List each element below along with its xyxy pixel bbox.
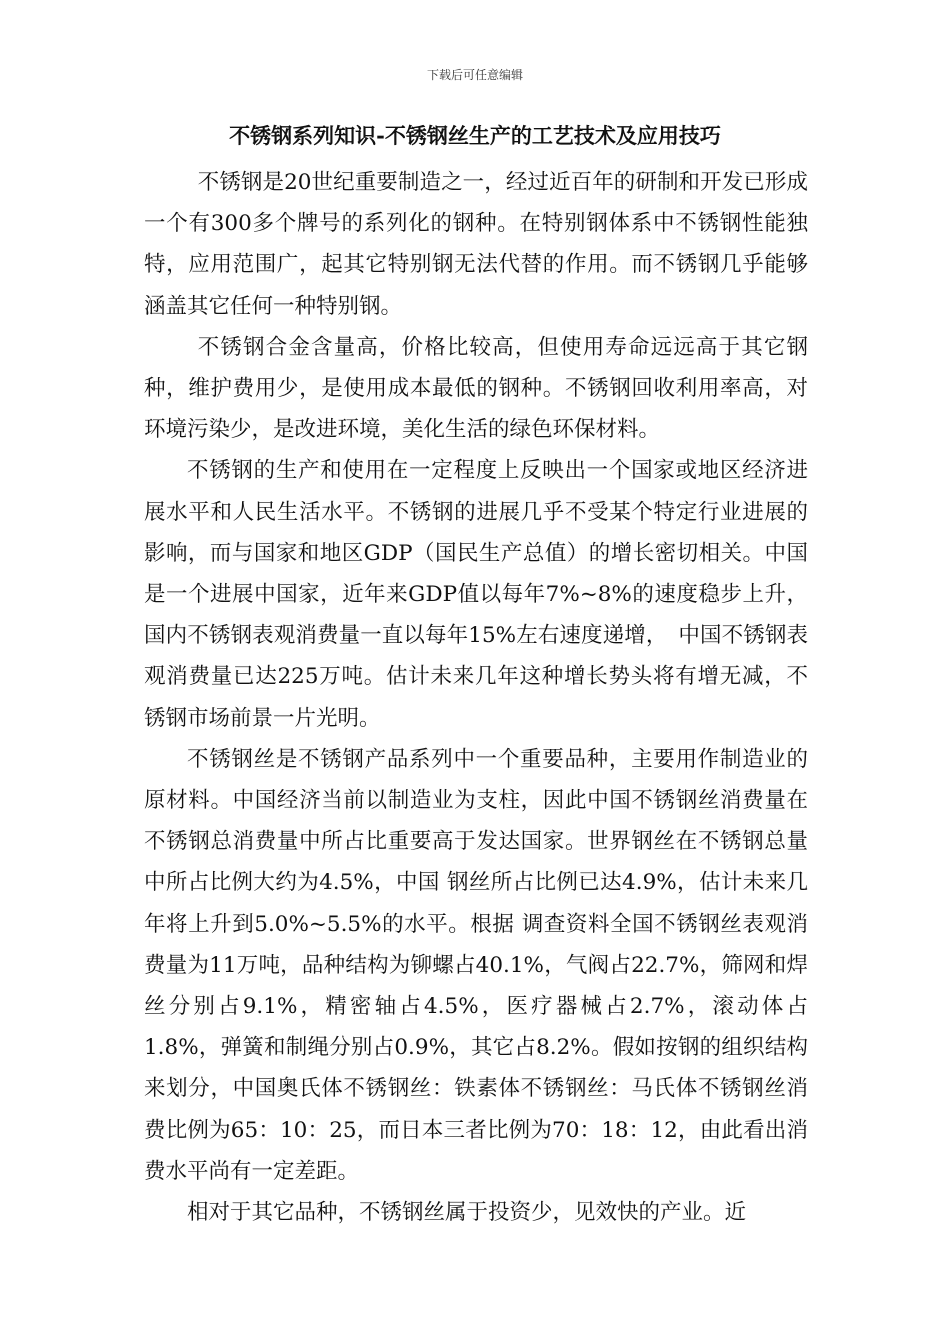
paragraph-4: 不锈钢丝是不锈钢产品系列中一个重要品种，主要用作制造业的原材料。中国经济当前以制造业为支柱，因此中国不锈钢丝消费量在不锈钢总消费量中所占比重要高于发达国家。世界钢丝在不锈钢总量中所占比例大约为4.5%，中国 钢丝所占比例已达4.9%，估计未来几年将上升到5.0%~5.5%的水平。根据 调查资料全国不锈钢丝表观消费量为11万吨，品种结构为铆螺占40.1%，气阀占22.7%，筛网和焊丝分别占9.1%，精密轴占4.5%，医疗器械占2.7%，滚动体占1.8%，弹簧和制绳分别占0.9%，其它占8.2%。假如按钢的组织结构来划分，中国奥氏体不锈钢丝：铁素体不锈钢丝：马氏体不锈钢丝消费比例为65：10：25，而日本三者比例为70：18：12，由此看出消费水平尚有一定差距。 xyxy=(144,746,808,1184)
document-title: 不锈钢系列知识-不锈钢丝生产的工艺技术及应用技巧 xyxy=(229,123,721,148)
paragraph-3: 不锈钢的生产和使用在一定程度上反映出一个国家或地区经济进展水平和人民生活水平。不锈钢的进展几乎不受某个特定行业进展的影响，而与国家和地区GDP（国民生产总值）的增长密切相关。中国是一个进展中国家，近年来GDP值以每年7%~8%的速度稳步上升，国内不锈钢表观消费量一直以每年15%左右速度递增， 中国不锈钢表观消费量已达225万吨。估计未来几年这种增长势头将有增无减，不锈钢市场前景一片光明。 xyxy=(144,458,808,731)
download-note: 下载后可任意编辑 xyxy=(426,68,523,82)
paragraph-2: 不锈钢合金含量高，价格比较高，但使用寿命远远高于其它钢种，维护费用少，是使用成本最低的钢种。不锈钢回收利用率高，对环境污染少，是改进环境，美化生活的绿色环保材料。 xyxy=(144,334,808,443)
paragraph-5: 相对于其它品种，不锈钢丝属于投资少，见效快的产业。近 xyxy=(187,1200,747,1226)
document-body xyxy=(144,162,808,1233)
paragraph-1: 不锈钢是20世纪重要制造之一，经过近百年的研制和开发已形成一个有300多个牌号的系列化的钢种。在特别钢体系中不锈钢性能独特，应用范围广，起其它特别钢无法代替的作用。而不锈钢几乎能够涵盖其它任何一种特别钢。 xyxy=(144,170,808,319)
